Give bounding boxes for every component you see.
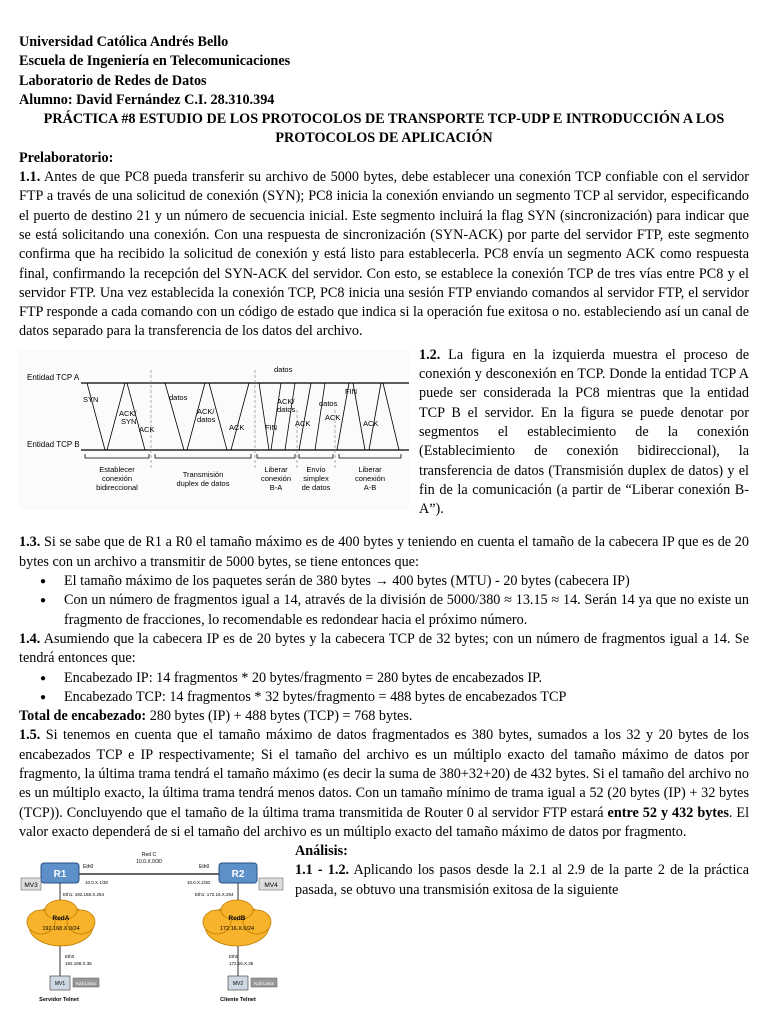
phase3-line3: B-A bbox=[269, 482, 283, 492]
router-r2-label: R2 bbox=[231, 869, 245, 881]
ack-label-2: ACK bbox=[229, 422, 245, 432]
r1-eth0-label: Eth0 bbox=[83, 864, 94, 871]
section-1-4-number: 1.4. bbox=[19, 630, 41, 647]
section-1-4-text: Asumiendo que la cabecera IP es de 20 bytes y la cabecera TCP de 32 bytes; con un número de fragmentos igual a 14. Se tendrá entonces que: bbox=[19, 630, 749, 667]
section-analysis-1-1-text: Aplicando los pasos desde la 2.1 al 2.9 de la parte 2 de la práctica pasada, se obtuvo una transmisión exitosa de la siguiente bbox=[295, 862, 749, 898]
router-r1-label: R1 bbox=[53, 869, 67, 881]
host2-ip: 172.16.X.35 bbox=[229, 961, 254, 967]
phase4-line1: Envío bbox=[306, 464, 326, 474]
r2-eth0-label: Eth0 bbox=[199, 864, 210, 871]
ack-syn-label-2: SYN bbox=[121, 416, 137, 426]
lab-name: Laboratorio de Redes de Datos bbox=[19, 72, 207, 89]
prelab-heading: Prelaboratorio: bbox=[19, 149, 114, 166]
phase3-line1: Liberar bbox=[264, 464, 288, 474]
phase2-line1: Transmisión bbox=[182, 469, 224, 479]
section-1-1-text: Antes de que PC8 pueda transferir su archivo de 5000 bytes, debe establecer una conexión TCP confiable con el servidor FTP a través de una solicitud de conexión (SYN); PC8 inicia la conexión enviando un segmento TCP al servidor, especificando el puerto de destino 21 y un número de secuencia inicial. Este segmento incluirá la flag SYN (sincronización) para indicar que se está solicitando una conexión. Con una respuesta de sincronización (SYN-ACK) por parte del servidor FTP, este segmento confirma que ha recibido la solicitud de conexión y está listo para establecerla. PC8 envía un segmento ACK como respuesta final, confirmando la recepción del SYN-ACK del servidor. Con esto, se establece la conexión TCP de tres vías entre PC8 y el servidor FTP. Una vez establecida la conexión TCP, PC8 inicia una sesión FTP enviando comandos al servidor FTP, el servidor FTP responde a cada comando con un código de estado que indica si la operación fue exitosa o no. estableciendo así un canal de datos separado para la transferencia de los datos del archivo. bbox=[19, 169, 749, 340]
section-1-5-text-1: Si tenemos en cuenta que el tamaño máximo de datos fragmentados es 380 bytes, sumados a los 32 y 20 bytes de los encabezados TCP e IP respectivamente; Si el tamaño del archivo es un múltiplo exacto del tamaño máximo de datos por fragmento, la última trama tendrá el tamaño máximo (es decir la suma de 380+32+20) de 432 bytes. Si el tamaño del archivo no es un múltiplo exacto, la última trama tendrá menos datos. Con un tamaño mínimo de trama igual a 52 (20 bytes (IP) + 32 bytes (TCP)). Concluyendo que el tamaño de la última trama transmitida de Router 0 al servidor FTP estará bbox=[19, 727, 749, 821]
mv1-label: MV1 bbox=[54, 981, 66, 988]
phase1-line2: conexión bbox=[101, 473, 133, 483]
section-1-1 bbox=[19, 168, 749, 342]
section-1-4-bullets bbox=[19, 669, 749, 708]
phase4-line2: simplex bbox=[303, 473, 329, 483]
school-name: Escuela de Ingeniería en Telecomunicaciones bbox=[19, 53, 291, 70]
phase1-line1: Establecer bbox=[99, 464, 135, 474]
student-name: Alumno: David Fernández C.I. 28.310.394 bbox=[19, 91, 275, 108]
section-1-3-number: 1.3. bbox=[19, 534, 41, 551]
list-item: ● El tamaño máximo de los paquetes serán de 380 bytes → 400 bytes (MTU) - 20 bytes (cabecera IP) bbox=[19, 572, 749, 591]
ack-datos-label-1: ACK/ bbox=[197, 406, 215, 416]
datos-label-3: datos bbox=[319, 398, 338, 408]
mv3-label: MV3 bbox=[24, 882, 38, 890]
r2-eth1-ip: Eth1: 172.16.X.254 bbox=[195, 892, 234, 898]
total-label: Total de encabezado: bbox=[19, 708, 147, 725]
host1-eth-label: Eth0 bbox=[65, 954, 75, 960]
list-item: ● Encabezado IP: 14 fragmentos * 20 bytes/fragmento = 280 bytes de encabezados IP. bbox=[19, 669, 749, 688]
syn-label: SYN bbox=[83, 394, 99, 404]
host1-ip: 192.168.X.35 bbox=[65, 961, 92, 967]
datos-label-2: datos bbox=[274, 364, 293, 374]
kali2-label: Kali Linux bbox=[254, 981, 274, 987]
phase5-line1: Liberar bbox=[358, 464, 382, 474]
tcp-connection-diagram bbox=[19, 350, 409, 510]
ack-label: ACK bbox=[139, 424, 155, 434]
datos-label: datos bbox=[169, 392, 188, 402]
red-b-net: 172.16.X.0/24 bbox=[219, 926, 255, 933]
list-item: ● Con un número de fragmentos igual a 14, através de la división de 5000/380 ≈ 13.15 ≈ 14. Serán 14 ya que no existe un fragmento de fracciones, lo recomendable es redondear hacia el próximo número. bbox=[19, 591, 749, 630]
mv4-label: MV4 bbox=[264, 882, 278, 890]
ack-syn-label-1: ACK/ bbox=[119, 408, 137, 418]
red-a-label: RedA bbox=[52, 915, 70, 923]
entity-b-label: Entidad TCP B bbox=[27, 439, 80, 449]
total-text: 280 bytes (IP) + 488 bytes (TCP) = 768 bytes. bbox=[146, 708, 413, 725]
r1-wan-ip: 10.0.X.1/30 bbox=[85, 880, 109, 886]
fin-label-2: FIN bbox=[345, 386, 358, 396]
section-1-3-text: Si se sabe que de R1 a R0 el tamaño máximo es de 400 bytes y teniendo en cuenta el tamaño de la cabecera IP que es de 20 bytes con un archivo a transmitir de 5000 bytes, se tiene entonces que: bbox=[19, 534, 749, 570]
r2-wan-ip: 10.0.X.2/30 bbox=[187, 880, 211, 886]
analysis-heading: Análisis: bbox=[295, 843, 348, 860]
section-1-5-bold: entre 52 y 432 bytes bbox=[607, 804, 729, 821]
mv2-label: MV2 bbox=[232, 981, 244, 988]
phase2-line2: duplex de datos bbox=[176, 478, 230, 488]
section-1-2-number: 1.2. bbox=[419, 346, 441, 363]
kali1-label: Kali Linux bbox=[76, 981, 96, 987]
total-header-line bbox=[19, 707, 749, 726]
section-1-3-bullets bbox=[19, 572, 749, 630]
server-label: Servidor Telnet bbox=[39, 997, 79, 1004]
section-analysis-1-1-number: 1.1 - 1.2. bbox=[295, 862, 350, 879]
university-name: Universidad Católica Andrés Bello bbox=[19, 34, 229, 50]
network-topology-diagram bbox=[19, 848, 289, 1008]
ack-datos-label-2: datos bbox=[197, 414, 216, 424]
red-b-label: RedB bbox=[228, 915, 246, 923]
client-label: Cliente Telnet bbox=[220, 997, 256, 1004]
phase5-line2: conexión bbox=[354, 473, 386, 483]
phase4-line3: de datos bbox=[301, 482, 331, 492]
ack-label-3: ACK bbox=[295, 418, 311, 428]
section-1-5-text-2: . El valor exacto dependerá de si el tamaño del archivo es un múltiplo exacto del tamaño máximo de datos por fragmento. bbox=[19, 804, 750, 840]
list-item: ● Encabezado TCP: 14 fragmentos * 32 bytes/fragmento = 488 bytes de encabezados TCP bbox=[19, 688, 749, 707]
ack-label-4: ACK bbox=[325, 412, 341, 422]
red-a-net: 192.168.X.0/24 bbox=[42, 926, 80, 933]
section-1-2-text: La figura en la izquierda muestra el proceso de conexión y desconexión en TCP. Donde la entidad TCP A puede ser considerada la PC8 mientras que la entidad TCP B el servidor. En la figura se puede denotar por segmentos el establecimiento de la conexión (Establecimiento de conexión bidireccional), la transferencia de datos (Transmisión duplex de datos) y el fin de la comunicación (a partir de “Liberar conexión B-A”). bbox=[419, 346, 749, 518]
section-1-4 bbox=[19, 630, 749, 669]
document-page bbox=[19, 33, 749, 1008]
phase5-line3: A-B bbox=[363, 482, 377, 492]
r1-eth1-ip: Eth1: 192.168.X.254 bbox=[63, 892, 105, 898]
ack-label-5: ACK bbox=[363, 418, 379, 428]
section-1-1-number: 1.1. bbox=[19, 169, 41, 186]
phase3-line2: conexión bbox=[260, 473, 292, 483]
section-1-3 bbox=[19, 533, 749, 572]
ack-datos-label-4: datos bbox=[277, 404, 296, 414]
document-title: PRÁCTICA #8 ESTUDIO DE LOS PROTOCOLOS DE TRANSPORTE TCP-UDP E INTRODUCCIÓN A LOS PROTOCOLOS DE APLICACIÓN bbox=[43, 111, 725, 147]
section-1-5-number: 1.5. bbox=[19, 727, 41, 744]
ack-datos-label-3: ACK/ bbox=[277, 396, 295, 406]
red-c-net: 10.0.X.0/30 bbox=[136, 859, 162, 866]
section-1-5 bbox=[19, 726, 749, 842]
phase1-line3: bidireccional bbox=[96, 482, 138, 492]
host2-eth-label: Eth0 bbox=[229, 954, 239, 960]
entity-a-label: Entidad TCP A bbox=[27, 372, 80, 382]
red-c-label: Red C bbox=[141, 852, 157, 859]
fin-label: FIN bbox=[265, 422, 278, 432]
